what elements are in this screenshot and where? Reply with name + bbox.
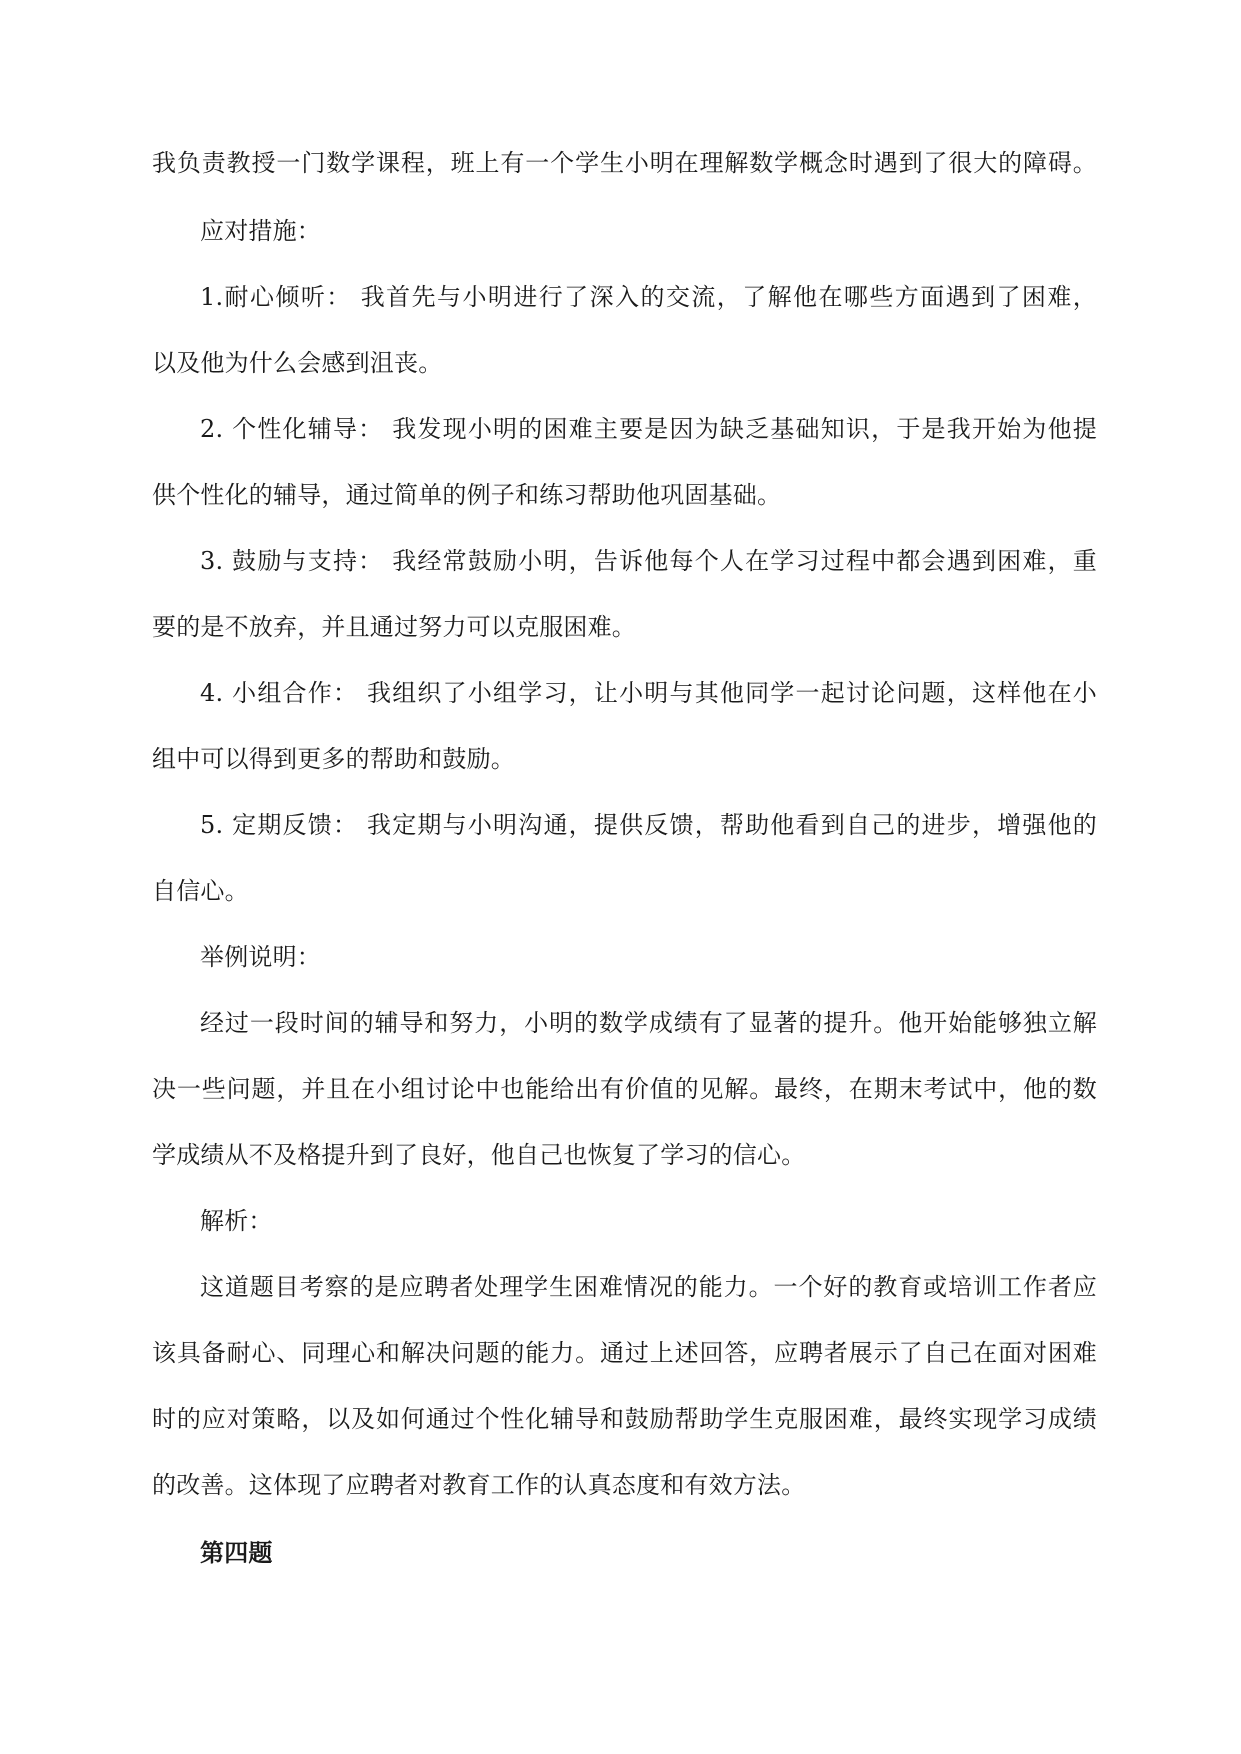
section-heading-example: 举例说明： (200, 943, 321, 971)
measure-5-line-1: 5. 定期反馈： 我定期与小明沟通，提供反馈，帮助他看到自己的进步，增强他的 (200, 811, 1097, 839)
example-line-2: 决一些问题，并且在小组讨论中也能给出有价值的见解。最终，在期末考试中，他的数 (152, 1075, 1097, 1103)
measure-2-line-1: 2. 个性化辅导： 我发现小明的困难主要是因为缺乏基础知识，于是我开始为他提 (200, 415, 1097, 443)
example-line-3: 学成绩从不及格提升到了良好，他自己也恢复了学习的信心。 (152, 1141, 806, 1169)
measure-1-line-1: 1.耐心倾听： 我首先与小明进行了深入的交流，了解他在哪些方面遇到了困难， (200, 283, 1097, 311)
document-page (152, 0, 1097, 1754)
section-heading-measures: 应对措施： (200, 217, 321, 245)
measure-2-line-2: 供个性化的辅导，通过简单的例子和练习帮助他巩固基础。 (152, 481, 782, 509)
question-heading: 第四题 (200, 1539, 273, 1567)
measure-5-line-2: 自信心。 (152, 877, 249, 905)
analysis-line-4: 的改善。这体现了应聘者对教育工作的认真态度和有效方法。 (152, 1471, 806, 1499)
measure-1-line-2: 以及他为什么会感到沮丧。 (152, 349, 443, 377)
analysis-line-1: 这道题目考察的是应聘者处理学生困难情况的能力。一个好的教育或培训工作者应 (200, 1273, 1097, 1301)
analysis-line-2: 该具备耐心、同理心和解决问题的能力。通过上述回答，应聘者展示了自己在面对困难 (152, 1339, 1097, 1367)
measure-4-line-2: 组中可以得到更多的帮助和鼓励。 (152, 745, 515, 773)
section-heading-analysis: 解析： (200, 1207, 273, 1235)
paragraph-intro-line-1: 我负责教授一门数学课程，班上有一个学生小明在理解数学概念时遇到了很大的障碍。 (152, 149, 1097, 177)
measure-4-line-1: 4. 小组合作： 我组织了小组学习，让小明与其他同学一起讨论问题，这样他在小 (200, 679, 1097, 707)
example-line-1: 经过一段时间的辅导和努力，小明的数学成绩有了显著的提升。他开始能够独立解 (200, 1009, 1097, 1037)
measure-3-line-2: 要的是不放弃，并且通过努力可以克服困难。 (152, 613, 636, 641)
measure-3-line-1: 3. 鼓励与支持： 我经常鼓励小明，告诉他每个人在学习过程中都会遇到困难，重 (200, 547, 1097, 575)
analysis-line-3: 时的应对策略，以及如何通过个性化辅导和鼓励帮助学生克服困难，最终实现学习成绩 (152, 1405, 1097, 1433)
